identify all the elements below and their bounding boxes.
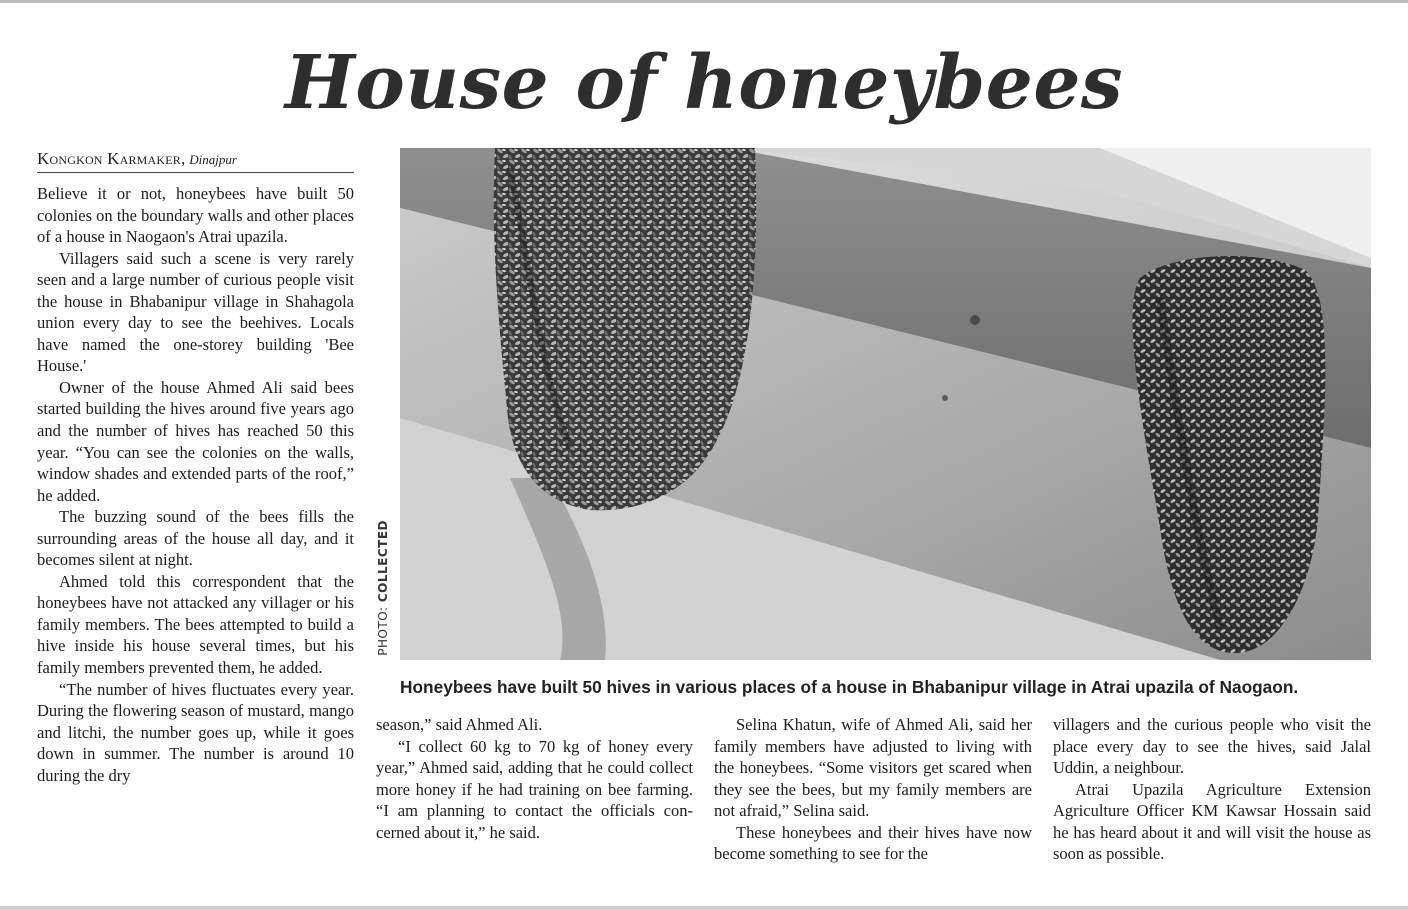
byline-author: Kongkon Karmaker, — [37, 149, 186, 168]
paragraph: These honeybees and their hives have now become something to see for the — [714, 822, 1032, 864]
paragraph: “The number of hives fluctuates every year. During the flowering season of mustard, mango and litchi, the number goes up, while it goes down in summer. The number is around 10 during the dry — [37, 679, 354, 785]
byline-location: Dinajpur — [189, 152, 237, 167]
paragraph: Selina Khatun, wife of Ahmed Ali, said her family members have adjusted to living with the honeybees. “Some visitors get scared when they see the bees, but my family members are not afraid,” Selina said. — [714, 715, 1032, 821]
paragraph: Atrai Upazila Agriculture Extension Agriculture Officer KM Kawsar Hossain said he has heard about it and will visit the house as soon as possible. — [1053, 779, 1371, 864]
photo-credit-prefix: PHOTO: — [376, 606, 390, 656]
beehive-photo — [400, 148, 1371, 660]
paragraph: season,” said Ahmed Ali. — [376, 715, 543, 734]
byline — [37, 149, 354, 173]
photo-credit — [374, 520, 392, 660]
paragraph: Ahmed told this correspondent that the honeybees have not attacked any villager or his family members. The bees attempted to build a hive inside his house several times, but his family members prevented them, he added. — [37, 571, 354, 678]
paragraph: “I collect 60 kg to 70 kg of honey every year,” Ahmed said, adding that he could collect more honey if he had training on bee farming. “I am planning to contact the officials concerned about it,” he said. — [376, 736, 693, 842]
headline: House of honeybees — [284, 40, 1124, 126]
paragraph: villagers and the curious people who visit the place every day to see the hives, said Jalal Uddin, a neighbour. — [1053, 715, 1371, 778]
paragraph: Believe it or not, honeybees have built 50 colonies on the boundary walls and other places of a house in Naogaon's Atrai upazila. — [37, 184, 354, 247]
article-column-1 — [37, 183, 354, 786]
article-column-2 — [376, 714, 693, 843]
paragraph: The buzzing sound of the bees fills the surrounding areas of the house all day, and it becomes silent at night. — [37, 507, 354, 570]
article-column-4 — [1053, 714, 1371, 865]
article-column-3 — [714, 714, 1032, 865]
photo-caption: Honeybees have built 50 hives in various places of a house in Bhabanipur village in Atrai upazila of Naogaon. — [400, 677, 1299, 697]
paragraph: Owner of the house Ahmed Ali said bees started building the hives around five years ago and the number of hives has reached 50 this year. “You can see the colonies on the walls, window shades and extended parts of the roof,” he added. — [37, 377, 354, 505]
photo-credit-name: COLLECTED — [376, 520, 390, 603]
paragraph: Villagers said such a scene is very rarely seen and a large number of curious people visit the house in Bhabanipur village in Shahagola union every day to see the beehives. Locals have named the one-storey building 'Bee House.' — [37, 248, 354, 376]
